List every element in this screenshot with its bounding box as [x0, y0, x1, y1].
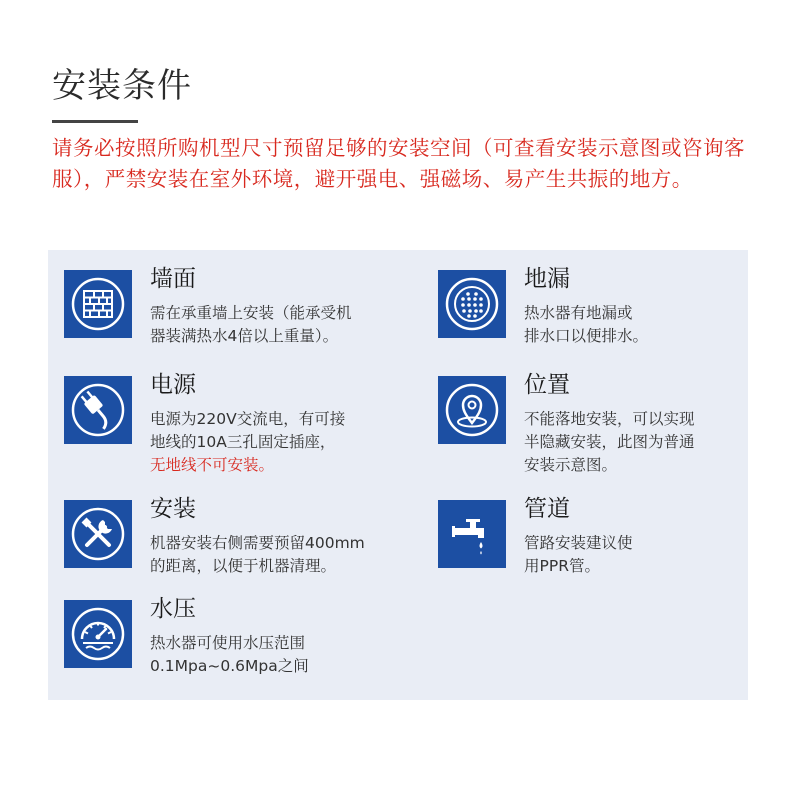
floor-drain-icon	[438, 270, 506, 338]
installation-notice: 请务必按照所购机型尺寸预留足够的安装空间（可查看安装示意图或咨询客服），严禁安装在室外环境，避开强电、强磁场、易产生共振的地方。	[52, 136, 745, 191]
page-title: 安装条件	[52, 66, 192, 106]
conditions-panel	[48, 250, 748, 700]
condition-wall-title: 墙面	[150, 266, 196, 292]
condition-location-title: 位置	[524, 372, 570, 398]
condition-pipe-desc	[524, 532, 633, 578]
brick-wall-icon	[64, 270, 132, 338]
desc-line: 0.1Mpa~0.6Mpa之间	[150, 657, 309, 675]
condition-power-title: 电源	[150, 372, 196, 398]
pressure-gauge-icon	[64, 600, 132, 668]
desc-line: 不能落地安装，可以实现	[524, 410, 695, 428]
desc-line: 管路安装建议使	[524, 534, 633, 552]
desc-line: 热水器有地漏或	[524, 304, 633, 322]
desc-line: 器装满热水4倍以上重量）。	[150, 327, 339, 345]
condition-pressure-desc	[150, 632, 309, 678]
condition-wall-desc	[150, 302, 352, 348]
location-pin-icon	[438, 376, 506, 444]
condition-install-desc	[150, 532, 365, 578]
desc-line: 机器安装右侧需要预留400mm	[150, 534, 365, 552]
desc-line: 的距离，以便于机器清理。	[150, 557, 337, 575]
condition-location-desc	[524, 408, 695, 477]
desc-line: 地线的10A三孔固定插座，	[150, 433, 336, 451]
desc-line: 热水器可使用水压范围	[150, 634, 306, 652]
power-warning: 无地线不可安装。	[150, 456, 275, 474]
desc-line: 电源为220V交流电，有可接	[150, 410, 346, 428]
condition-power-desc	[150, 408, 345, 477]
faucet-pipe-icon	[438, 500, 506, 568]
desc-line: 用PPR管。	[524, 557, 600, 575]
desc-line: 半隐藏安装，此图为普通	[524, 433, 695, 451]
power-plug-icon	[64, 376, 132, 444]
tools-icon	[64, 500, 132, 568]
condition-install-title: 安装	[150, 496, 196, 522]
condition-pipe-title: 管道	[524, 496, 570, 522]
desc-line: 需在承重墙上安装（能承受机	[150, 304, 352, 322]
condition-pressure-title: 水压	[150, 596, 196, 622]
title-underline	[52, 120, 138, 123]
condition-drain-title: 地漏	[524, 266, 570, 292]
condition-drain-desc	[524, 302, 648, 348]
desc-line: 安装示意图。	[524, 456, 618, 474]
desc-line: 排水口以便排水。	[524, 327, 649, 345]
